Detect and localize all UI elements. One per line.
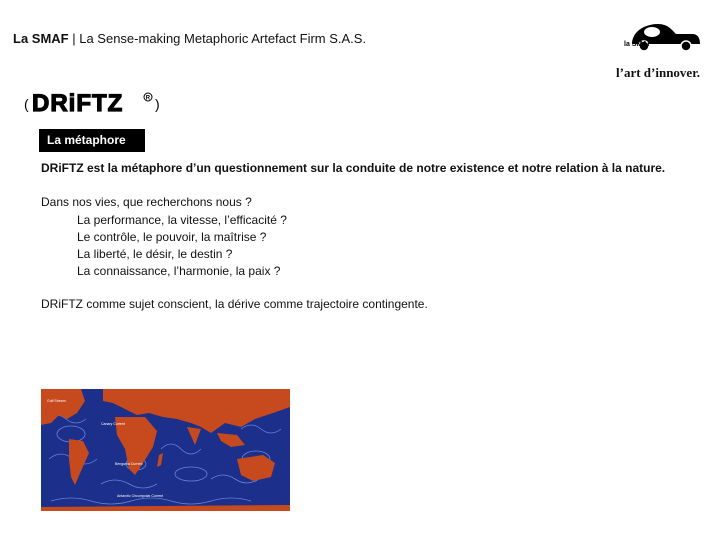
- answer-item: La connaissance, l’harmonie, la paix ?: [77, 264, 281, 278]
- map-label-canary-current: Canary Current: [101, 422, 125, 426]
- logo-wheel-rear: [681, 41, 691, 51]
- header-subtitle: La Sense-making Metaphoric Artefact Firm S.A.S.: [79, 31, 367, 46]
- conclusion-text: DRiFTZ comme sujet conscient, la dérive comme trajectoire contingente.: [41, 297, 428, 311]
- map-label-gulf-stream: Gulf Stream: [47, 399, 66, 403]
- question-text: Dans nos vies, que recherchons nous ?: [41, 195, 252, 209]
- driftz-logo-text: DRiFTZ: [32, 90, 124, 117]
- answer-item: La liberté, le désir, le destin ?: [77, 247, 233, 261]
- logo-text: la SMAF: [624, 41, 652, 48]
- svg-text:(: (: [24, 96, 29, 112]
- section-label: La métaphore: [39, 129, 145, 152]
- answer-item: Le contrôle, le pouvoir, la maîtrise ?: [77, 230, 267, 244]
- smaf-logo: [622, 18, 704, 56]
- brand-name: La SMAF: [13, 31, 69, 46]
- lead-text: DRiFTZ est la métaphore d’un questionnement sur la conduite de notre existence et notre relation à la nature.: [41, 161, 666, 175]
- driftz-logo: [24, 87, 164, 117]
- map-label-antarctic-current: Antarctic Circumpolar Current: [117, 494, 164, 498]
- answer-item: La performance, la vitesse, l’efficacité ?: [77, 213, 287, 227]
- map-label-benguela-current: Benguela Current: [115, 462, 143, 466]
- header: [13, 31, 366, 46]
- svg-text:R: R: [145, 95, 151, 102]
- ocean-currents-map: [41, 389, 290, 511]
- svg-text:): ): [155, 96, 160, 112]
- answer-list: [77, 212, 287, 280]
- tagline: l’art d’innover.: [616, 65, 701, 80]
- header-separator: |: [68, 31, 80, 46]
